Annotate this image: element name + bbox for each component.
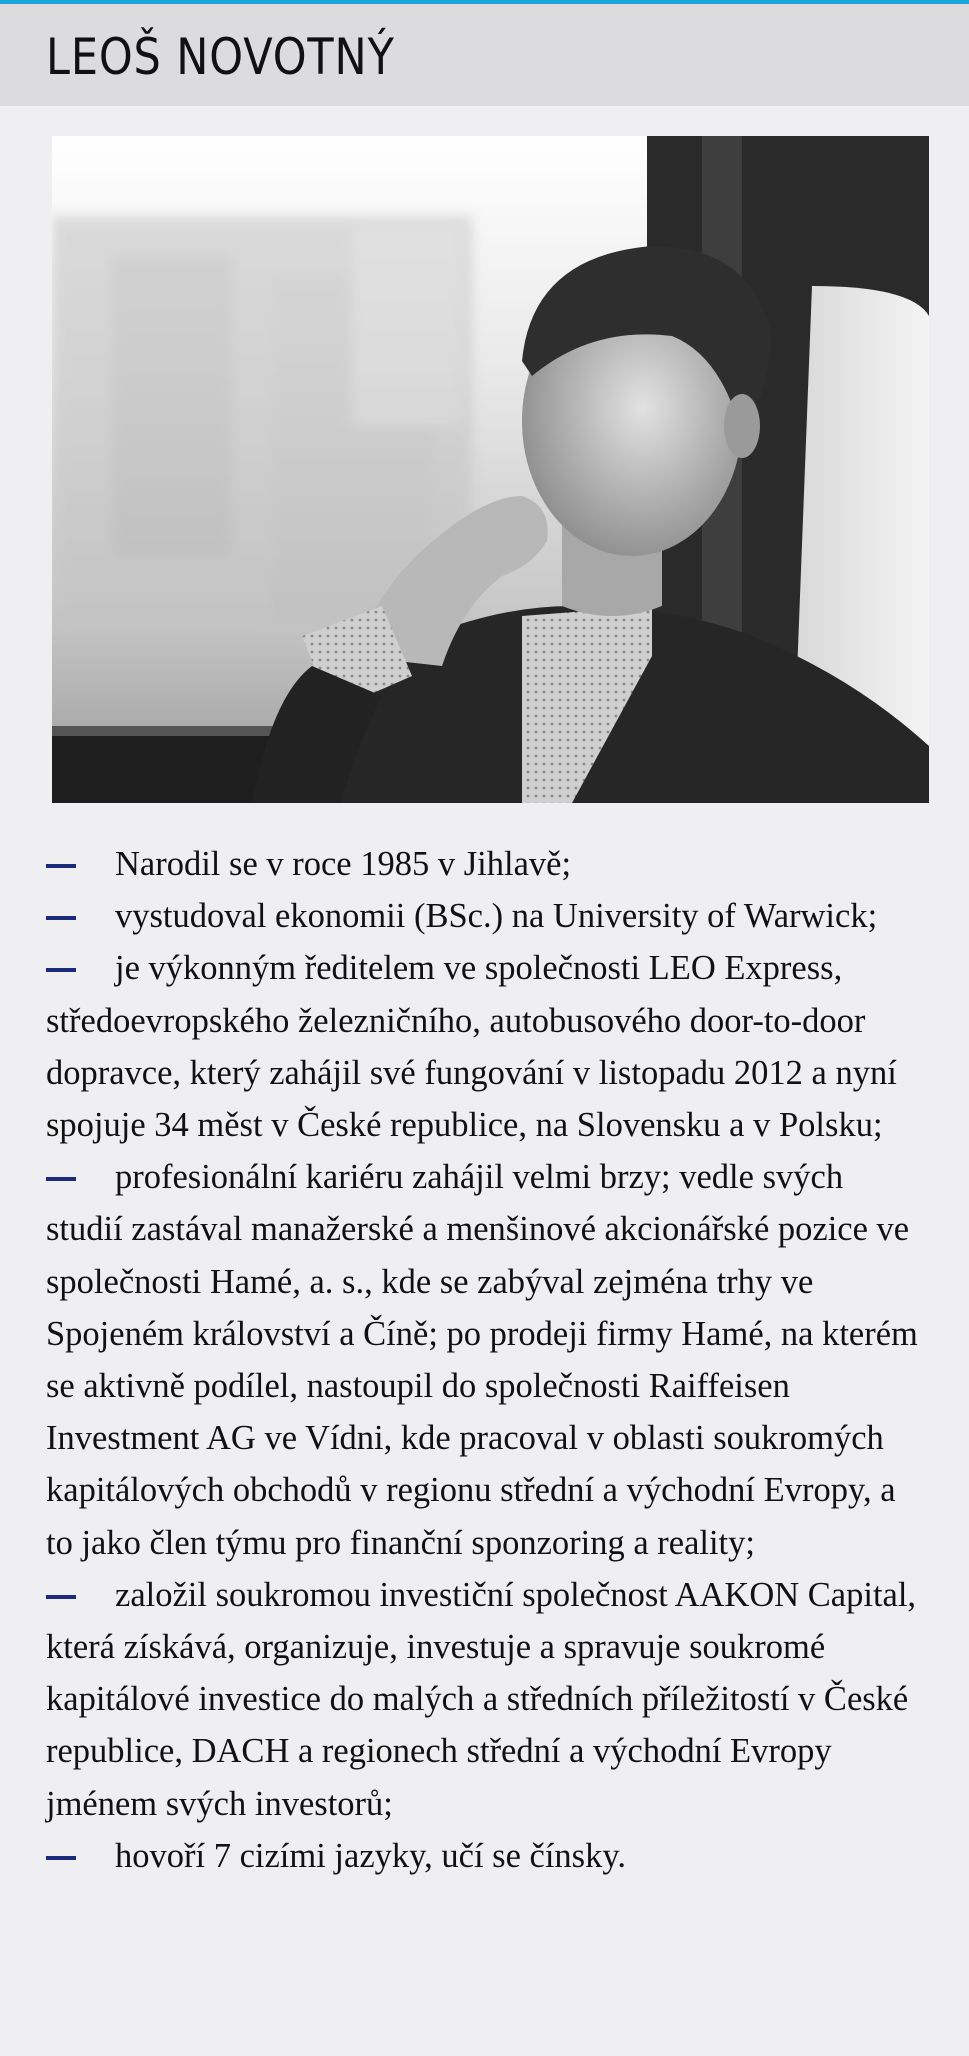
bio-item-career [46, 1151, 926, 1569]
bullet-dash-icon [46, 1856, 76, 1860]
bio-item-text: hovoří 7 cizími jazyky, učí se čínsky. [115, 1836, 626, 1875]
portrait-photo [52, 136, 929, 803]
bio-item-languages [46, 1830, 926, 1882]
bio-item-text: profesionální kariéru zahájil velmi brzy; vedle svých studií zastával manažerské a menšinové akcionářské pozice ve společnosti Hamé, a. s., kde se zabýval zejména trhy ve Spojeném království a Číně; po prodeji firmy Hamé, na kterém se aktivně podílel, nastoupil do společnosti Raiffeisen Investment AG ve Vídni, kde pracoval v oblasti soukromých kapitálových obchodů v regionu střední a východní Evropy, a to jako člen týmu pro finanční sponzoring a reality; [46, 1158, 918, 1562]
bio-item-text: vystudoval ekonomii (BSc.) na University of Warwick; [115, 897, 878, 936]
header-band [0, 4, 969, 106]
bio-item-text: založil soukromou investiční společnost AAKON Capital, která získává, organizuje, investuje a spravuje soukromé kapitálové investice do malých a středních příležitostí v České republice, DACH a regionech střední a východní Evropy jménem svých investorů; [46, 1575, 917, 1823]
bio-item-education [46, 890, 926, 942]
page-title: LEOŠ NOVOTNÝ [46, 28, 395, 86]
bullet-dash-icon [46, 1595, 76, 1599]
bio-item-text: Narodil se v roce 1985 v Jihlavě; [115, 845, 572, 883]
bio-item-aakon [46, 1569, 926, 1830]
bullet-dash-icon [46, 968, 76, 972]
bio-item-birth [46, 838, 926, 890]
bullet-dash-icon [46, 1177, 76, 1181]
bullet-dash-icon [46, 864, 76, 868]
bio-item-text: je výkonným ředitelem ve společnosti LEO Express, středoevropského železničního, autobusového door-to-door dopravce, který zahájil své fungování v listopadu 2012 a nyní spojuje 34 měst v České republice, na Slovensku a v Polsku; [46, 949, 897, 1145]
bullet-dash-icon [46, 916, 76, 920]
bio-list [46, 838, 926, 1882]
bio-item-leo-express [46, 942, 926, 1151]
